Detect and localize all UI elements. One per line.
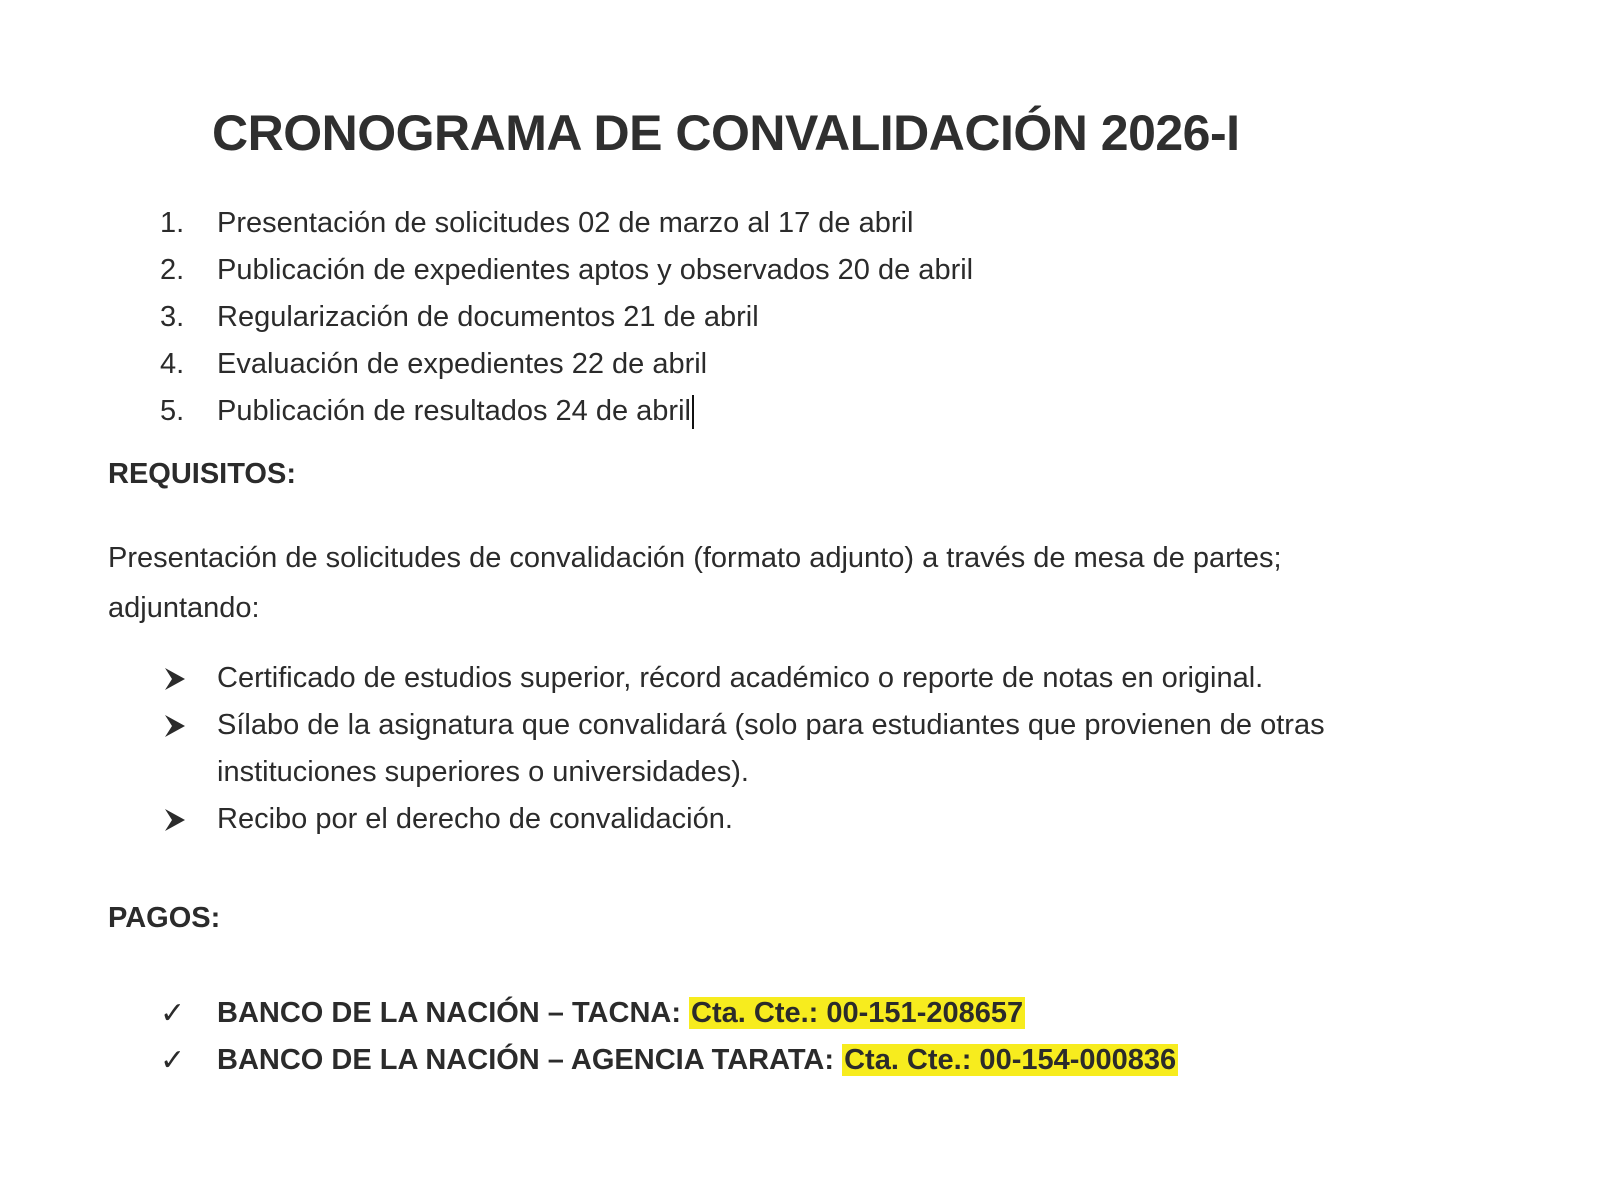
schedule-item-text: Publicación de resultados 24 de abril bbox=[217, 395, 691, 427]
schedule-item bbox=[160, 247, 973, 294]
pago-item bbox=[160, 1037, 1178, 1084]
schedule-item-text: Regularización de documentos 21 de abril bbox=[217, 301, 759, 333]
schedule-item-number: 3. bbox=[160, 301, 185, 333]
arrowhead-bullet-icon bbox=[164, 667, 186, 691]
requisitos-list bbox=[160, 655, 1420, 843]
schedule-item bbox=[160, 341, 973, 388]
schedule-item bbox=[160, 388, 973, 435]
pago-bank: BANCO DE LA NACIÓN – TACNA: bbox=[217, 997, 690, 1029]
requisito-item bbox=[160, 702, 1420, 796]
requisito-item-text: Recibo por el derecho de convalidación. bbox=[217, 803, 733, 835]
schedule-item-number: 4. bbox=[160, 348, 185, 380]
pagos-heading: PAGOS: bbox=[108, 902, 221, 934]
schedule-item bbox=[160, 294, 973, 341]
requisitos-intro: Presentación de solicitudes de convalidación (formato adjunto) a través de mesa de partes; adjuntando: bbox=[108, 542, 1282, 624]
schedule-item-number: 5. bbox=[160, 395, 185, 427]
requisito-item-text: Sílabo de la asignatura que convalidará (solo para estudiantes que provienen de otras instituciones superiores o universidades). bbox=[217, 709, 1325, 788]
schedule-item-text: Evaluación de expedientes 22 de abril bbox=[217, 348, 708, 380]
schedule-list bbox=[160, 200, 973, 435]
checkmark-icon: ✓ bbox=[160, 1044, 186, 1077]
requisitos-heading: REQUISITOS: bbox=[108, 458, 296, 490]
requisito-item bbox=[160, 796, 1420, 843]
schedule-item bbox=[160, 200, 973, 247]
text-cursor bbox=[692, 395, 694, 429]
pago-bank: BANCO DE LA NACIÓN – AGENCIA TARATA: bbox=[217, 1044, 843, 1076]
schedule-item-text: Publicación de expedientes aptos y observados 20 de abril bbox=[217, 254, 974, 286]
page-title: CRONOGRAMA DE CONVALIDACIÓN 2026-I bbox=[212, 105, 1240, 161]
requisito-item bbox=[160, 655, 1420, 702]
arrowhead-bullet-icon bbox=[164, 714, 186, 738]
requisito-item-text: Certificado de estudios superior, récord académico o reporte de notas en original. bbox=[217, 662, 1264, 694]
pago-account: Cta. Cte.: 00-151-208657 bbox=[691, 997, 1024, 1029]
schedule-item-number: 1. bbox=[160, 207, 185, 239]
pagos-list bbox=[160, 990, 1178, 1084]
checkmark-icon: ✓ bbox=[160, 997, 186, 1030]
arrowhead-bullet-icon bbox=[164, 808, 186, 832]
schedule-item-text: Presentación de solicitudes 02 de marzo al 17 de abril bbox=[217, 207, 914, 239]
schedule-item-number: 2. bbox=[160, 254, 185, 286]
pago-item bbox=[160, 990, 1178, 1037]
pago-account: Cta. Cte.: 00-154-000836 bbox=[844, 1044, 1177, 1076]
